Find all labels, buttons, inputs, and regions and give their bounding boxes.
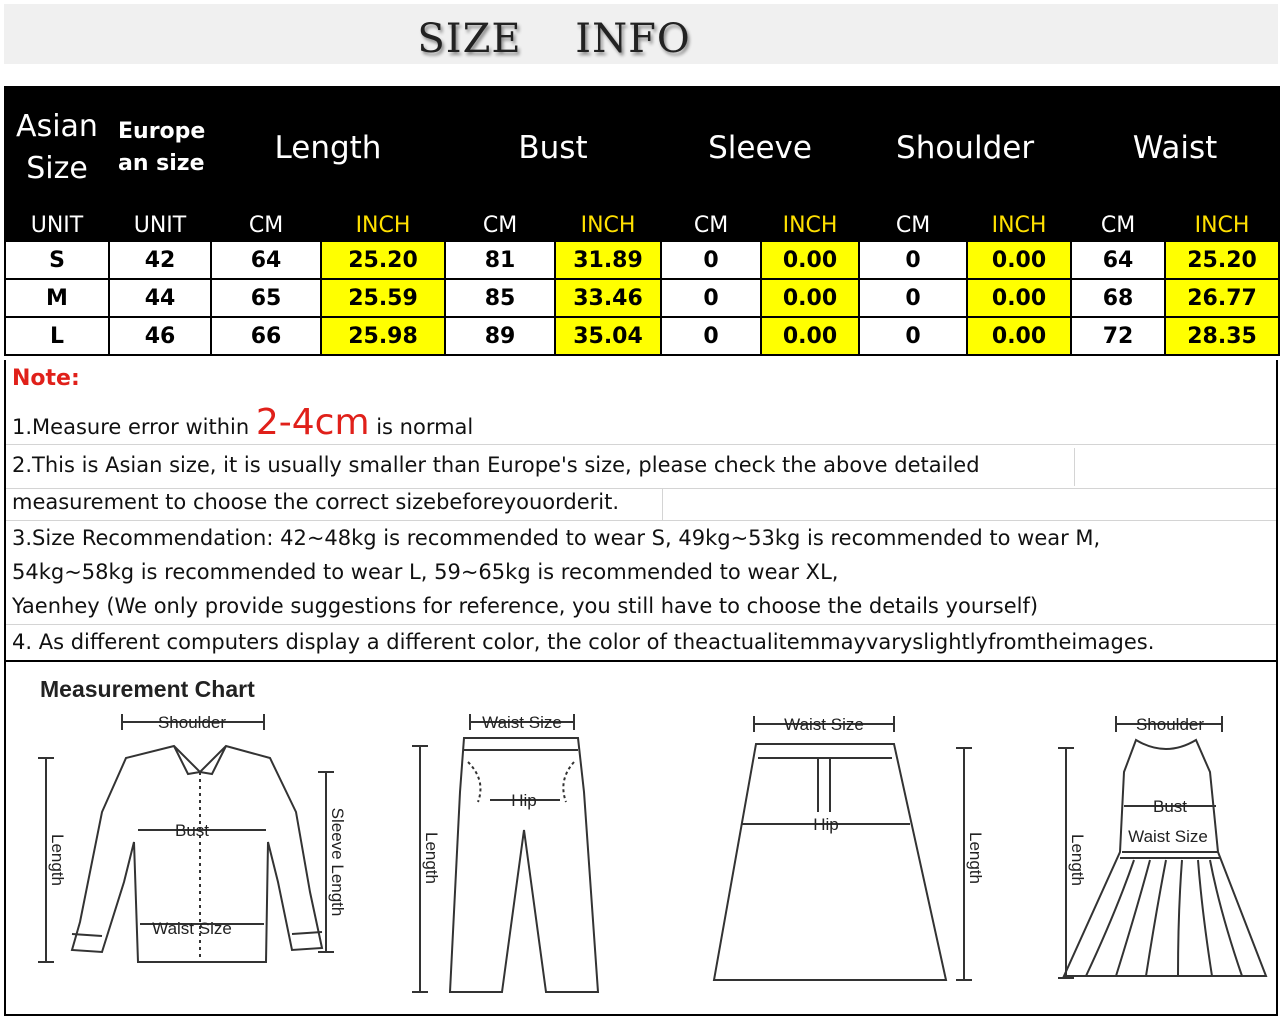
cell-sleeve-cm: 0 (661, 317, 761, 355)
size-table (4, 86, 1280, 356)
note-3-line-1: 3.Size Recommendation: 42~48kg is recommended to wear S, 49kg~53kg is recommended to wear M, (12, 526, 1101, 550)
skirt-hip-label: Hip (813, 815, 839, 834)
cell-waist-inch: 28.35 (1165, 317, 1279, 355)
header-shoulder: Shoulder (859, 87, 1071, 209)
note-1-highlight: 2-4cm (255, 402, 370, 443)
cell-europe: 46 (109, 317, 211, 355)
cell-shoulder-inch: 0.00 (967, 241, 1071, 279)
table-row (5, 279, 1279, 317)
note-divider (1074, 448, 1075, 486)
pants-hip-label: Hip (511, 791, 537, 810)
cell-bust-cm: 89 (445, 317, 555, 355)
note-heading: Note: (12, 366, 80, 391)
unit-cell: CM (661, 209, 761, 241)
shirt-bust-label: Bust (174, 821, 210, 840)
pants-waist-label: Waist Size (482, 713, 562, 732)
cell-shoulder-inch: 0.00 (967, 317, 1071, 355)
shirt-shoulder-label: Shoulder (157, 713, 227, 732)
cell-waist-inch: 26.77 (1165, 279, 1279, 317)
cell-length-inch: 25.59 (321, 279, 445, 317)
unit-cell: INCH (555, 209, 661, 241)
pants-diagram (412, 713, 598, 992)
skirt-waist-label: Waist Size (784, 715, 864, 734)
cell-waist-inch: 25.20 (1165, 241, 1279, 279)
note-3-line-2: 54kg~58kg is recommended to wear L, 59~65kg is recommended to wear XL, (12, 560, 839, 584)
skirt-diagram (714, 715, 985, 980)
note-1-suffix: is normal (369, 415, 474, 439)
unit-cell: INCH (967, 209, 1071, 241)
cell-asian: S (5, 241, 109, 279)
unit-cell: CM (1071, 209, 1165, 241)
cell-sleeve-cm: 0 (661, 241, 761, 279)
cell-length-cm: 64 (211, 241, 321, 279)
cell-shoulder-inch: 0.00 (967, 279, 1071, 317)
header-asian-size: Asian Size (5, 87, 109, 209)
pants-length-label: Length (422, 832, 441, 884)
title-banner (4, 4, 1278, 64)
cell-sleeve-cm: 0 (661, 279, 761, 317)
banner-title: SIZE INFO (417, 16, 691, 62)
cell-europe: 44 (109, 279, 211, 317)
dress-length-label: Length (1068, 834, 1087, 886)
cell-bust-inch: 35.04 (555, 317, 661, 355)
cell-waist-cm: 68 (1071, 279, 1165, 317)
dress-shoulder-label: Shoulder (1135, 715, 1205, 734)
note-1 (12, 402, 473, 443)
unit-cell: CM (859, 209, 967, 241)
note-divider (6, 520, 1276, 521)
cell-bust-inch: 33.46 (555, 279, 661, 317)
cell-asian: L (5, 317, 109, 355)
cell-europe: 42 (109, 241, 211, 279)
cell-asian: M (5, 279, 109, 317)
cell-length-inch: 25.20 (321, 241, 445, 279)
header-bust: Bust (445, 87, 661, 209)
table-row (5, 317, 1279, 355)
cell-shoulder-cm: 0 (859, 279, 967, 317)
unit-cell: CM (211, 209, 321, 241)
header-waist: Waist (1071, 87, 1279, 209)
unit-cell: CM (445, 209, 555, 241)
note-1-prefix: 1.Measure error within (12, 415, 256, 439)
notes-section (4, 360, 1278, 660)
header-europe-size: Europe an size (109, 87, 211, 209)
dress-bust-label: Bust (1152, 797, 1188, 816)
chart-title: Measurement Chart (40, 676, 255, 702)
note-divider (662, 488, 663, 520)
unit-cell: INCH (1165, 209, 1279, 241)
cell-waist-cm: 64 (1071, 241, 1165, 279)
cell-bust-cm: 81 (445, 241, 555, 279)
table-header-row (5, 87, 1279, 209)
measurement-diagrams (6, 662, 1276, 1014)
cell-shoulder-cm: 0 (859, 317, 967, 355)
cell-bust-cm: 85 (445, 279, 555, 317)
header-length: Length (211, 87, 445, 209)
shirt-waist-label: Waist Size (152, 919, 232, 938)
header-sleeve: Sleeve (661, 87, 859, 209)
note-divider (6, 488, 1276, 489)
table-row (5, 241, 1279, 279)
dress-waist-label: Waist Size (1128, 827, 1208, 846)
cell-waist-cm: 72 (1071, 317, 1165, 355)
note-3-line-3: Yaenhey (We only provide suggestions for reference, you still have to choose the details yourself) (12, 594, 1039, 618)
shirt-length-label: Length (48, 834, 67, 886)
cell-length-inch: 25.98 (321, 317, 445, 355)
table-unit-row (5, 209, 1279, 241)
note-2-line-2: measurement to choose the correct sizebeforeyouorderit. (12, 490, 620, 514)
cell-bust-inch: 31.89 (555, 241, 661, 279)
cell-shoulder-cm: 0 (859, 241, 967, 279)
cell-sleeve-inch: 0.00 (761, 317, 859, 355)
cell-length-cm: 66 (211, 317, 321, 355)
unit-cell: UNIT (109, 209, 211, 241)
shirt-sleeve-label: Sleeve Length (328, 807, 347, 917)
cell-length-cm: 65 (211, 279, 321, 317)
skirt-length-label: Length (966, 832, 985, 884)
dress-diagram (1058, 715, 1266, 978)
unit-cell: UNIT (5, 209, 109, 241)
unit-cell: INCH (761, 209, 859, 241)
unit-cell: INCH (321, 209, 445, 241)
note-2-line-1: 2.This is Asian size, it is usually smaller than Europe's size, please check the above detailed (12, 453, 980, 477)
note-divider (6, 624, 1276, 625)
cell-sleeve-inch: 0.00 (761, 241, 859, 279)
note-divider (6, 444, 1276, 445)
note-4: 4. As different computers display a different color, the color of theactualitemmayvaryslightlyfromtheimages. (12, 630, 1155, 654)
measurement-chart (4, 660, 1278, 1016)
cell-sleeve-inch: 0.00 (761, 279, 859, 317)
shirt-diagram (38, 713, 347, 962)
